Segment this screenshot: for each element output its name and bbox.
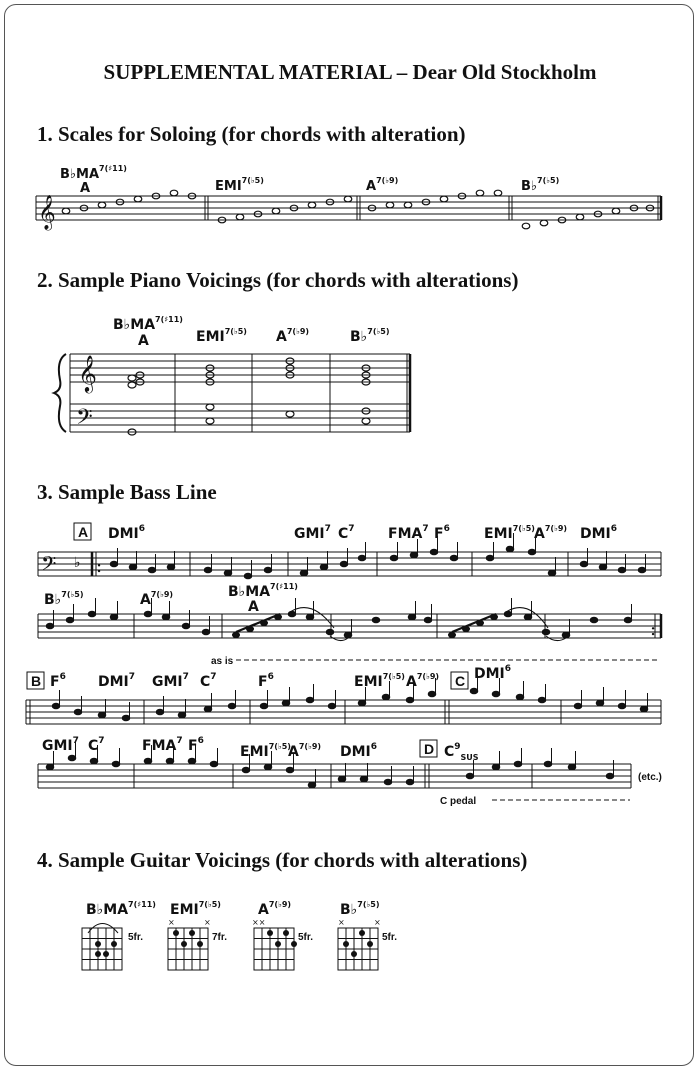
chord-f6: $F^6$ [50,672,66,690]
chord-bbma7: $B♭MA^{7(♯11)}$ [113,315,183,333]
etc-annotation: (etc.) [638,772,662,783]
muted-string-icon: ×× [252,918,266,927]
as-is-annotation: as is [211,656,234,667]
muted-string-icon: × [338,918,345,927]
guitar-chord-diagram-2 [168,900,227,970]
chord-dmi6: DMI$^6$ [108,524,146,542]
svg-text:B♭7(♭5): B♭$^{7(♭5)}$ [340,900,380,918]
chord-gmi7: GMI$^7$ [294,524,331,542]
section-heading-piano: 2. Sample Piano Voicings (for chords with alterations) [37,268,519,292]
chord-dmi6: DMI$^6$ [474,664,512,682]
fret-label: 5fr. [382,932,398,943]
bass-clef-icon: 𝄢 [41,552,57,580]
chord-fma7: FMA$^7$ [388,524,429,542]
chord-f6: $F^6$ [188,736,204,754]
guitar-chord-diagram-1 [82,900,156,970]
svg-text:A7(♭9): $A^{7(♭9)}$ [258,900,292,918]
section-heading-scales: 1. Scales for Soloing (for chords with alteration) [37,122,466,146]
treble-clef-icon: 𝄞 [78,354,97,392]
chord-c7: $C^7$ [200,672,217,690]
treble-clef-icon: 𝄞 [38,195,56,230]
page-title: SUPPLEMENTAL MATERIAL – Dear Old Stockholm [103,60,597,84]
chord-bb7b5: B♭$^{7(♭5)}$ [44,590,84,608]
chord-dmi6: DMI$^6$ [340,742,378,760]
muted-string-icon: × [204,918,211,927]
guitar-chord-diagram-4 [338,900,397,970]
muted-string-icon: × [168,918,175,927]
chord-a7b9: $A^{7(♭9)}$ [288,742,322,760]
chord-c7: $C^7$ [338,524,355,542]
rehearsal-letter-c: C [455,673,466,689]
chord-bb7b5: B♭$^{7(♭5)}$ [521,176,560,194]
chord-c7: $C^7$ [88,736,105,754]
section-heading-bass: 3. Sample Bass Line [37,480,217,504]
fret-label: 7fr. [212,932,228,943]
chord-c9sus: $C^9_{SUS}$ [444,742,479,762]
c-pedal-annotation: C pedal [440,796,477,807]
chord-slash-a: A [138,333,149,349]
chord-fma7: FMA$^7$ [142,736,183,754]
muted-string-icon: × [374,918,381,927]
piano-voicing-notes [128,358,370,435]
chord-bbma7: $B♭MA^{7(♯11)}$ [228,582,298,600]
fret-label: 5fr. [128,932,144,943]
chord-emi7b5: $EMI^{7(♭5)}$ [215,176,264,194]
chord-dmi6: DMI$^6$ [580,524,618,542]
chord-a7b9: $A^{7(♭9)}$ [140,590,174,608]
repeat-sign-icon: : [650,619,657,640]
chord-gmi7: GMI$^7$ [152,672,189,690]
chord-a7b9: $A^{7(♭9)}$ [366,176,399,194]
rehearsal-letter-b: B [31,673,42,689]
chord-emi7b5: $EMI^{7(♭5)}$ [240,742,291,760]
rehearsal-letter-d: D [424,741,435,757]
section-heading-guitar: 4. Sample Guitar Voicings (for chords with alterations) [37,848,528,872]
repeat-sign-icon: : [96,556,103,577]
fret-label: 5fr. [298,932,314,943]
chord-emi7b5: $EMI^{7(♭5)}$ [484,524,535,542]
chord-bb7b5: B♭$^{7(♭5)}$ [350,327,390,345]
chord-a7b9: $A^{7(♭9)}$ [276,327,310,345]
chord-f6: $F^6$ [258,672,274,690]
rehearsal-letter-a: A [78,524,89,540]
bass-staff-line-4 [38,764,631,788]
chord-slash-a: A [80,181,91,196]
chord-a7b9: $A^{7(♭9)}$ [406,672,440,690]
chord-emi7b5: $EMI^{7(♭5)}$ [354,672,405,690]
bass-staff-line-3 [26,700,661,724]
chord-f6: $F^6$ [434,524,450,542]
svg-text:B♭MA7(♯11): $B♭MA^{7(♯11)}$ [86,900,156,918]
flat-key-signature-icon: ♭ [74,555,81,571]
piano-grand-staff [54,354,410,432]
bass-clef-icon: 𝄢 [76,405,93,435]
chord-bbma7: $B♭MA^{7(♯11)}$ [60,164,127,182]
scales-staff [36,196,661,220]
guitar-chord-diagram-3 [252,900,313,970]
chord-emi7b5: $EMI^{7(♭5)}$ [196,327,247,345]
chord-dmi7: DMI$^7$ [98,672,136,690]
svg-text:EMI7(♭5): $EMI^{7(♭5)}$ [170,900,221,918]
chord-a7b9: $A^{7(♭9)}$ [534,524,568,542]
chord-gmi7: GMI$^7$ [42,736,79,754]
chord-slash-a: A [248,599,259,615]
